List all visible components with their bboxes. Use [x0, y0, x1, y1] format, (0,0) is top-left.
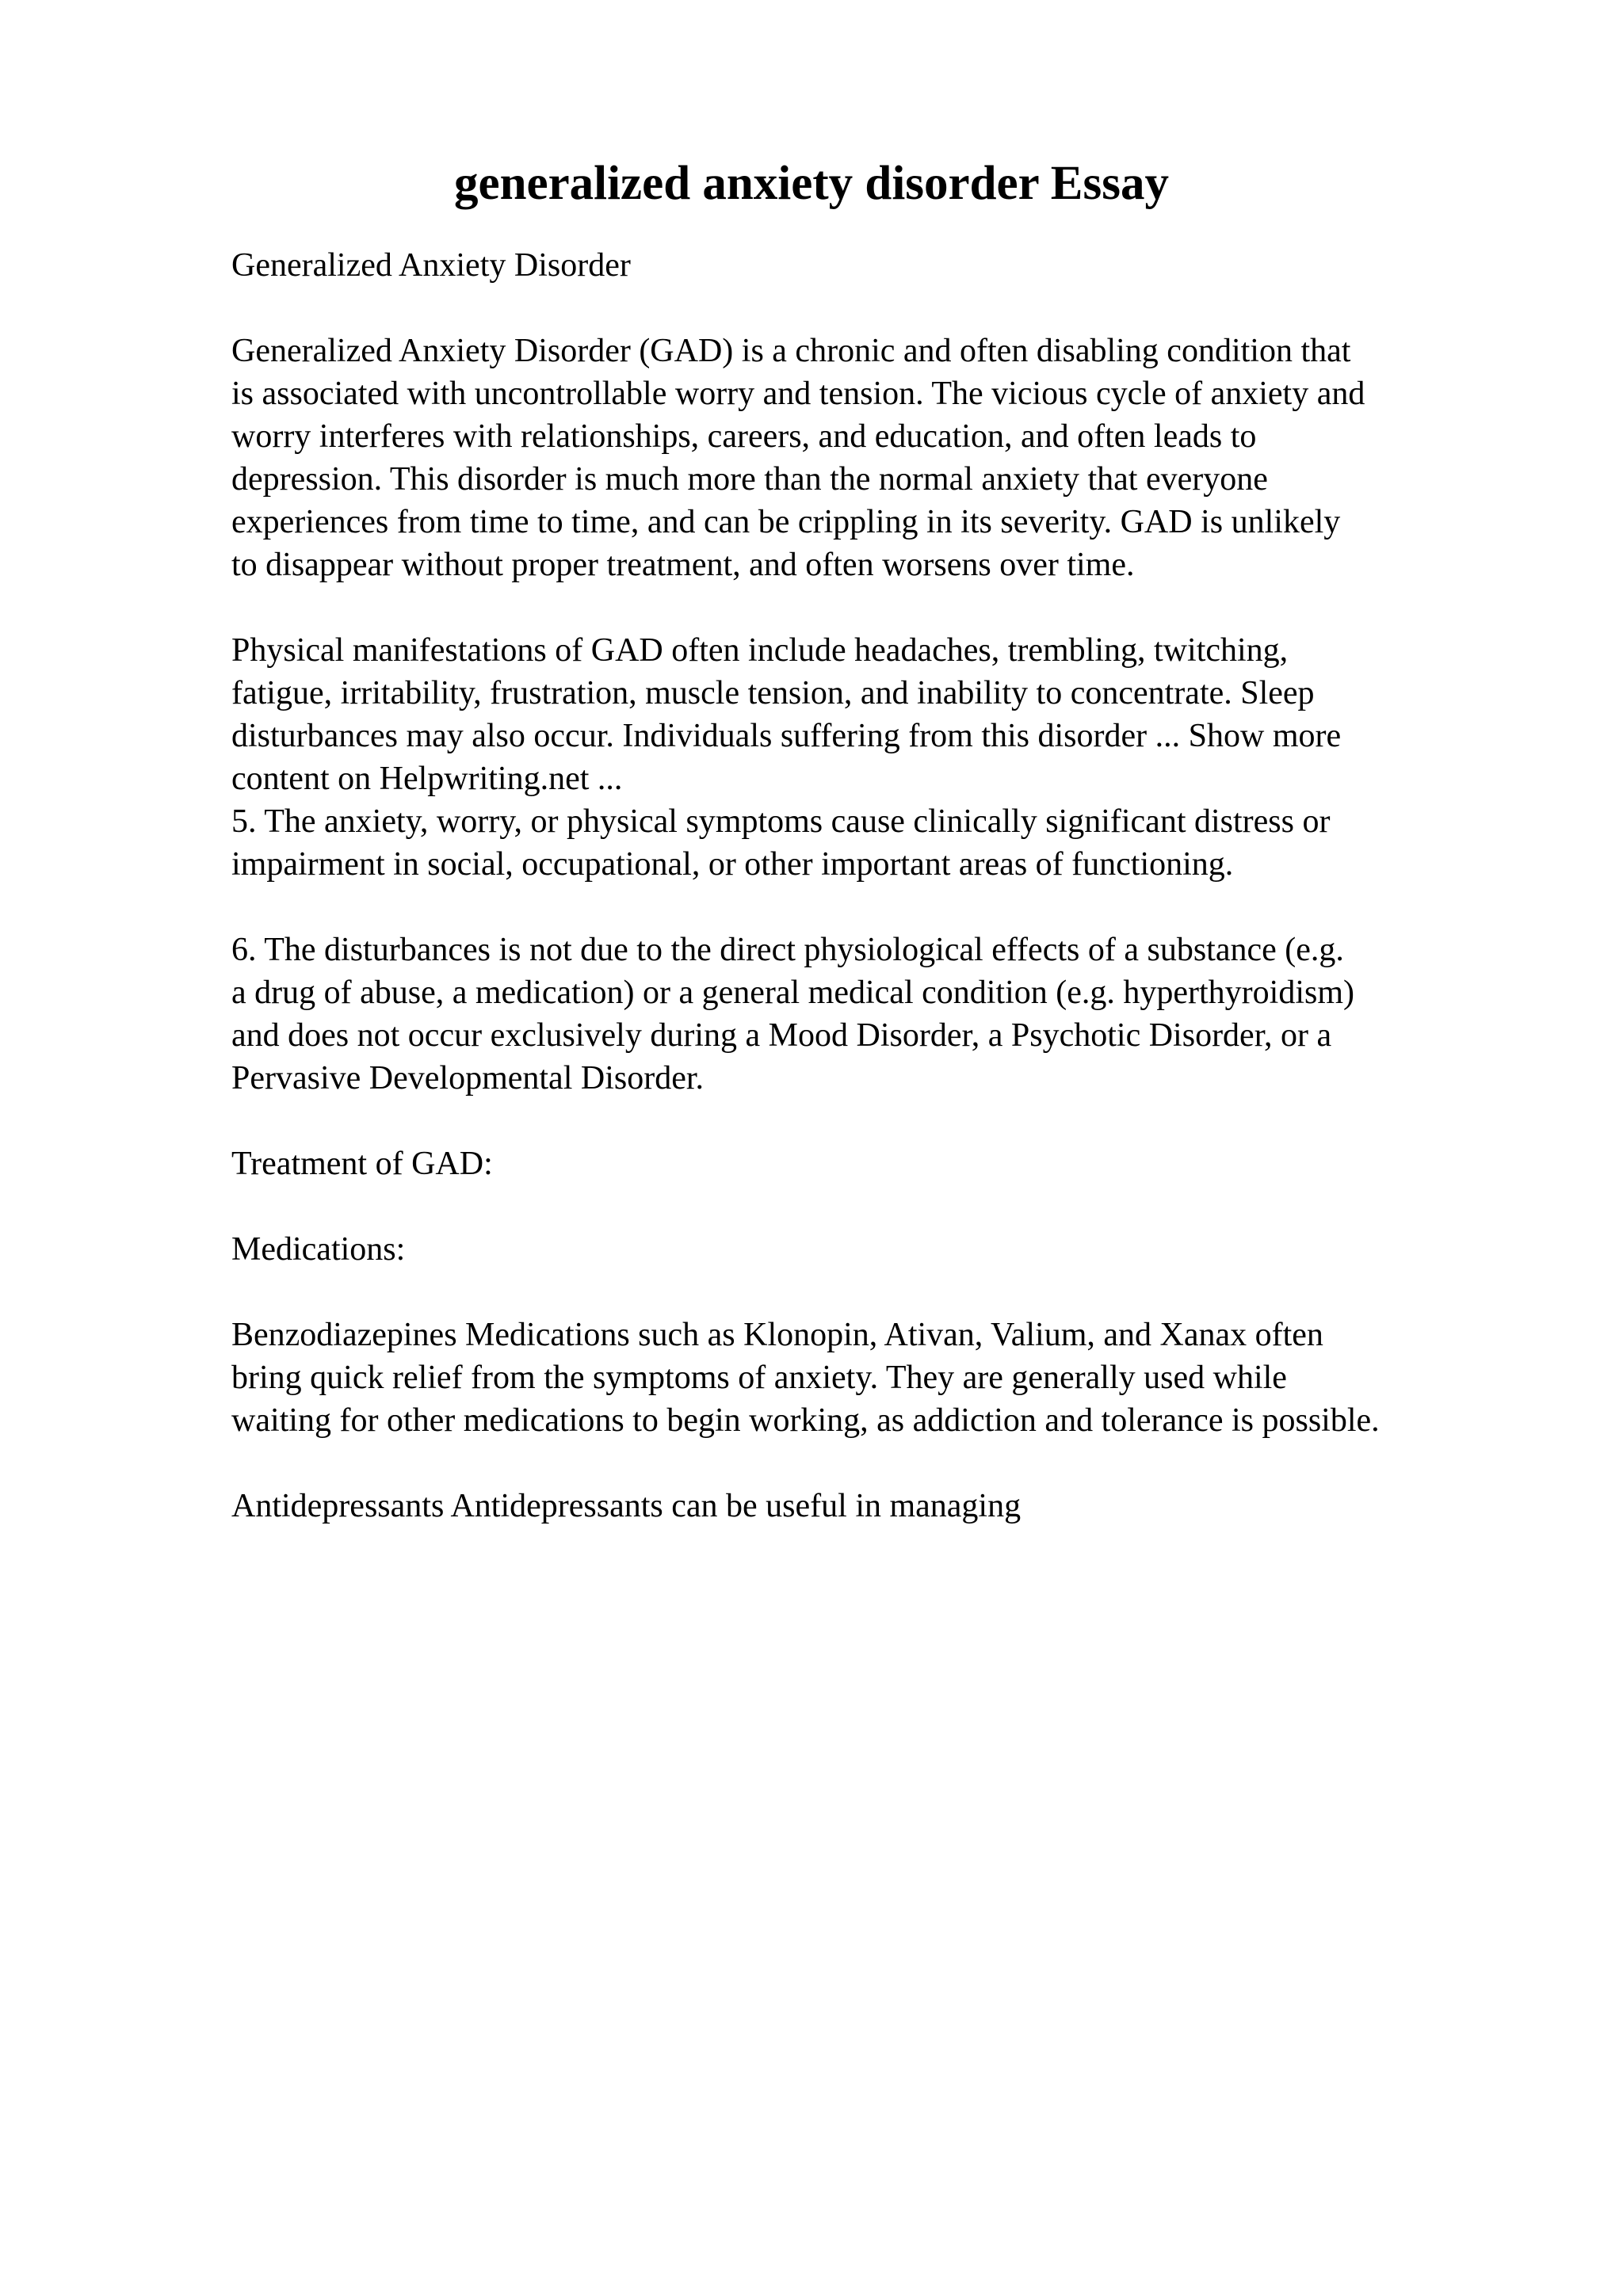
- paragraph-antidepressants: [231, 1485, 1531, 1527]
- text-line: disturbances may also occur. Individuals suffering from this disorder ... Show more: [231, 718, 1342, 754]
- paragraph-heading: [231, 244, 1531, 287]
- text-line: waiting for other medications to begin working, as addiction and tolerance is possible.: [231, 1402, 1380, 1439]
- text-line: and does not occur exclusively during a Mood Disorder, a Psychotic Disorder, or a: [231, 1017, 1332, 1054]
- paragraph-criterion-6: [231, 929, 1531, 1100]
- paragraph-treatment-heading: [231, 1142, 1531, 1185]
- text-line: impairment in social, occupational, or other important areas of functioning.: [231, 846, 1234, 883]
- paragraph-medications-heading: [231, 1228, 1531, 1271]
- paragraph-physical-manifestations: [231, 629, 1531, 800]
- paragraph-benzodiazepines: [231, 1314, 1531, 1442]
- text-line: Generalized Anxiety Disorder (GAD) is a chronic and often disabling condition that: [231, 333, 1351, 369]
- text-line: Antidepressants Antidepressants can be useful in managing: [231, 1488, 1022, 1524]
- text-line: 5. The anxiety, worry, or physical symptoms cause clinically significant distress or: [231, 803, 1331, 840]
- text-line: depression. This disorder is much more than the normal anxiety that everyone: [231, 461, 1268, 498]
- text-line: Generalized Anxiety Disorder: [231, 247, 631, 284]
- paragraph-intro: [231, 330, 1531, 586]
- document-title: generalized anxiety disorder Essay: [454, 157, 1169, 210]
- text-line: content on Helpwriting.net ...: [231, 761, 623, 797]
- document-body: [231, 244, 1531, 1570]
- text-line: fatigue, irritability, frustration, muscle tension, and inability to concentrate. Sleep: [231, 675, 1315, 711]
- text-line: to disappear without proper treatment, and often worsens over time.: [231, 547, 1135, 583]
- text-line: Benzodiazepines Medications such as Klonopin, Ativan, Valium, and Xanax often: [231, 1317, 1323, 1353]
- text-line: Pervasive Developmental Disorder.: [231, 1060, 704, 1097]
- text-line: Medications:: [231, 1231, 406, 1268]
- text-line: Treatment of GAD:: [231, 1146, 493, 1182]
- text-line: experiences from time to time, and can be crippling in its severity. GAD is unlikely: [231, 504, 1341, 540]
- text-line: Physical manifestations of GAD often include headaches, trembling, twitching,: [231, 632, 1289, 669]
- text-line: worry interferes with relationships, careers, and education, and often leads to: [231, 418, 1257, 455]
- text-line: 6. The disturbances is not due to the direct physiological effects of a substance (e.g.: [231, 932, 1344, 968]
- text-line: bring quick relief from the symptoms of anxiety. They are generally used while: [231, 1360, 1287, 1396]
- paragraph-criterion-5: [231, 800, 1531, 886]
- text-line: a drug of abuse, a medication) or a general medical condition (e.g. hyperthyroidism): [231, 974, 1355, 1011]
- text-line: is associated with uncontrollable worry and tension. The vicious cycle of anxiety and: [231, 376, 1365, 412]
